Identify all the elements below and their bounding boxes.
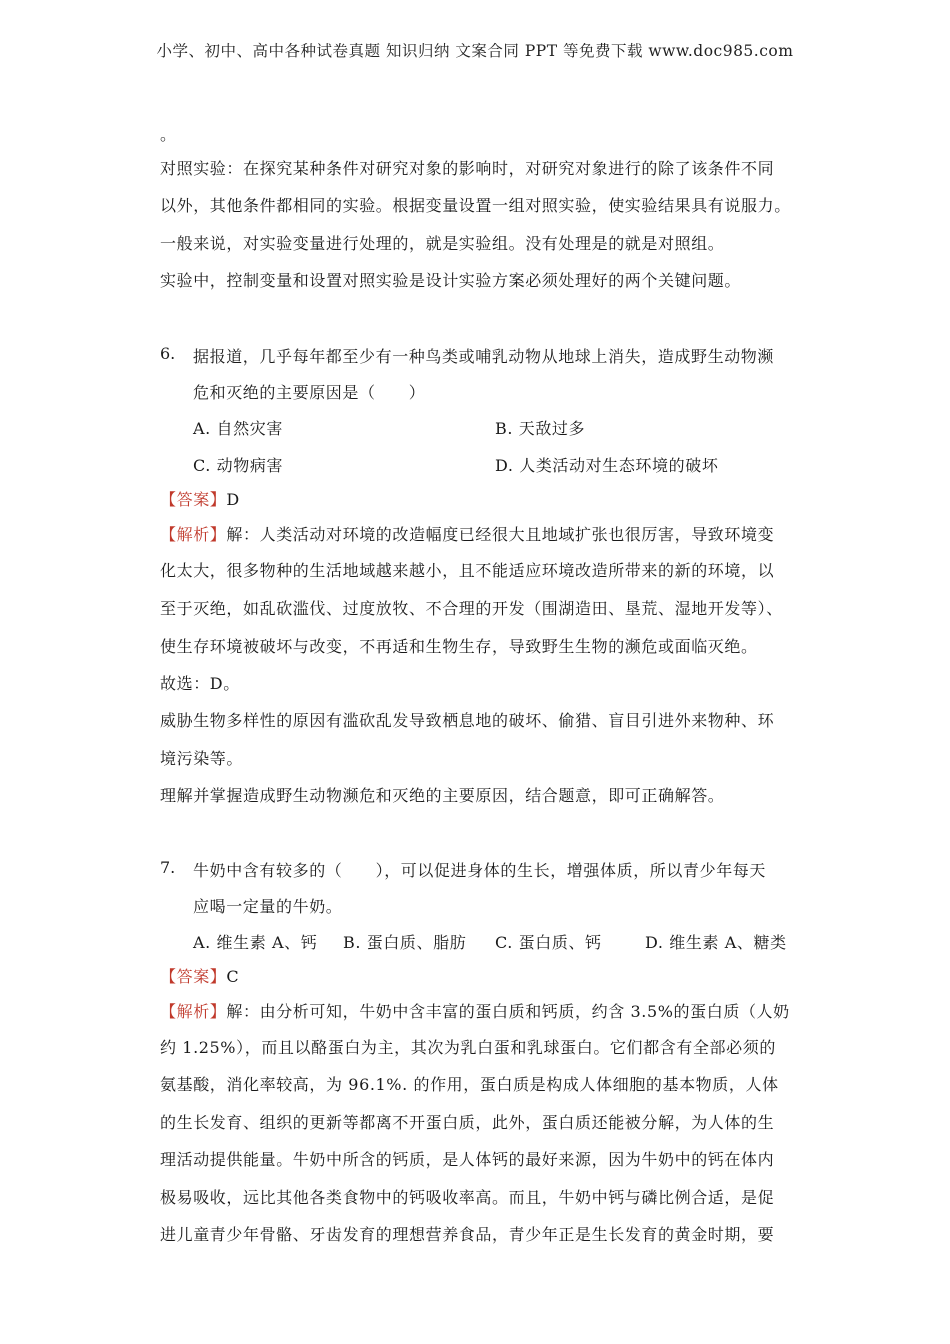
question-number: 7. bbox=[160, 858, 176, 877]
option-b: B. 蛋白质、脂肪 bbox=[343, 933, 467, 952]
analysis-line: 威胁生物多样性的原因有滥砍乱发导致栖息地的破坏、偷猎、盲目引进外来物种、环 bbox=[160, 711, 775, 730]
analysis-line: 氨基酸，消化率较高，为 96.1%. 的作用，蛋白质是构成人体细胞的基本物质，人体 bbox=[160, 1075, 779, 1094]
analysis-line: 使生存环境被破坏与改变，不再适和生物生存，导致野生生物的濒危或面临灭绝。 bbox=[160, 637, 758, 656]
analysis-line: 理活动提供能量。牛奶中所含的钙质，是人体钙的最好来源，因为牛奶中的钙在体内 bbox=[160, 1150, 775, 1169]
analysis-text: 解：由分析可知，牛奶中含丰富的蛋白质和钙质，约含 3.5%的蛋白质（人奶 bbox=[226, 1002, 790, 1021]
answer-tag: 【答案】 bbox=[160, 490, 227, 509]
analysis-line: 的生长发育、组织的更新等都离不开蛋白质，此外，蛋白质还能被分解，为人体的生 bbox=[160, 1113, 775, 1132]
analysis-line: 理解并掌握造成野生动物濒危和灭绝的主要原因，结合题意，即可正确解答。 bbox=[160, 786, 725, 805]
intro-line: 实验中，控制变量和设置对照实验是设计实验方案必须处理好的两个关键问题。 bbox=[160, 271, 742, 290]
page-header: 小学、初中、高中各种试卷真题 知识归纳 文案合同 PPT 等免费下载 www.doc985.com bbox=[156, 42, 794, 60]
question-stem: 危和灭绝的主要原因是（ ） bbox=[193, 383, 426, 402]
question-number: 6. bbox=[160, 344, 176, 363]
option-d: D. 维生素 A、糖类 bbox=[645, 933, 787, 952]
analysis-line: 极易吸收，远比其他各类食物中的钙吸收率高。而且，牛奶中钙与磷比例合适，是促 bbox=[160, 1188, 775, 1207]
answer-line bbox=[160, 487, 240, 510]
analysis-line: 进儿童青少年骨骼、牙齿发育的理想营养食品，青少年正是生长发育的黄金时期，要 bbox=[160, 1225, 775, 1244]
analysis-tag: 【解析】 bbox=[160, 525, 227, 544]
answer-tag: 【答案】 bbox=[160, 967, 227, 986]
question-stem: 应喝一定量的牛奶。 bbox=[193, 897, 343, 916]
analysis-line: 故选：D。 bbox=[160, 674, 240, 693]
option-c: C. 蛋白质、钙 bbox=[495, 933, 602, 952]
intro-line: 。 bbox=[160, 125, 177, 144]
analysis-line bbox=[160, 999, 790, 1022]
analysis-line: 至于灭绝，如乱砍滥伐、过度放牧、不合理的开发（围湖造田、垦荒、湿地开发等）、 bbox=[160, 599, 783, 618]
option-a: A. 自然灾害 bbox=[193, 419, 283, 438]
option-d: D. 人类活动对生态环境的破坏 bbox=[495, 456, 719, 475]
intro-line: 以外，其他条件都相同的实验。根据变量设置一组对照实验，使实验结果具有说服力。 bbox=[160, 196, 791, 215]
option-a: A. 维生素 A、钙 bbox=[193, 933, 318, 952]
intro-line: 一般来说，对实验变量进行处理的，就是实验组。没有处理是的就是对照组。 bbox=[160, 234, 725, 253]
analysis-line: 境污染等。 bbox=[160, 749, 244, 768]
analysis-tag: 【解析】 bbox=[160, 1002, 227, 1021]
answer-value: C bbox=[226, 967, 240, 986]
option-c: C. 动物病害 bbox=[193, 456, 284, 475]
analysis-line: 约 1.25%），而且以酪蛋白为主，其次为乳白蛋和乳球蛋白。它们都含有全部必须的 bbox=[160, 1038, 776, 1057]
question-stem: 据报道，几乎每年都至少有一种鸟类或哺乳动物从地球上消失，造成野生动物濒 bbox=[193, 347, 775, 366]
answer-value: D bbox=[226, 490, 240, 509]
question-stem: 牛奶中含有较多的（ ），可以促进身体的生长，增强体质，所以青少年每天 bbox=[193, 861, 767, 880]
option-b: B. 天敌过多 bbox=[495, 419, 586, 438]
intro-line: 对照实验：在探究某种条件对研究对象的影响时，对研究对象进行的除了该条件不同 bbox=[160, 159, 775, 178]
analysis-text: 解：人类活动对环境的改造幅度已经很大且地域扩张也很厉害，导致环境变 bbox=[226, 525, 775, 544]
answer-line bbox=[160, 964, 239, 987]
analysis-line: 化太大，很多物种的生活地域越来越小，且不能适应环境改造所带来的新的环境，以 bbox=[160, 561, 775, 580]
analysis-line bbox=[160, 522, 774, 545]
